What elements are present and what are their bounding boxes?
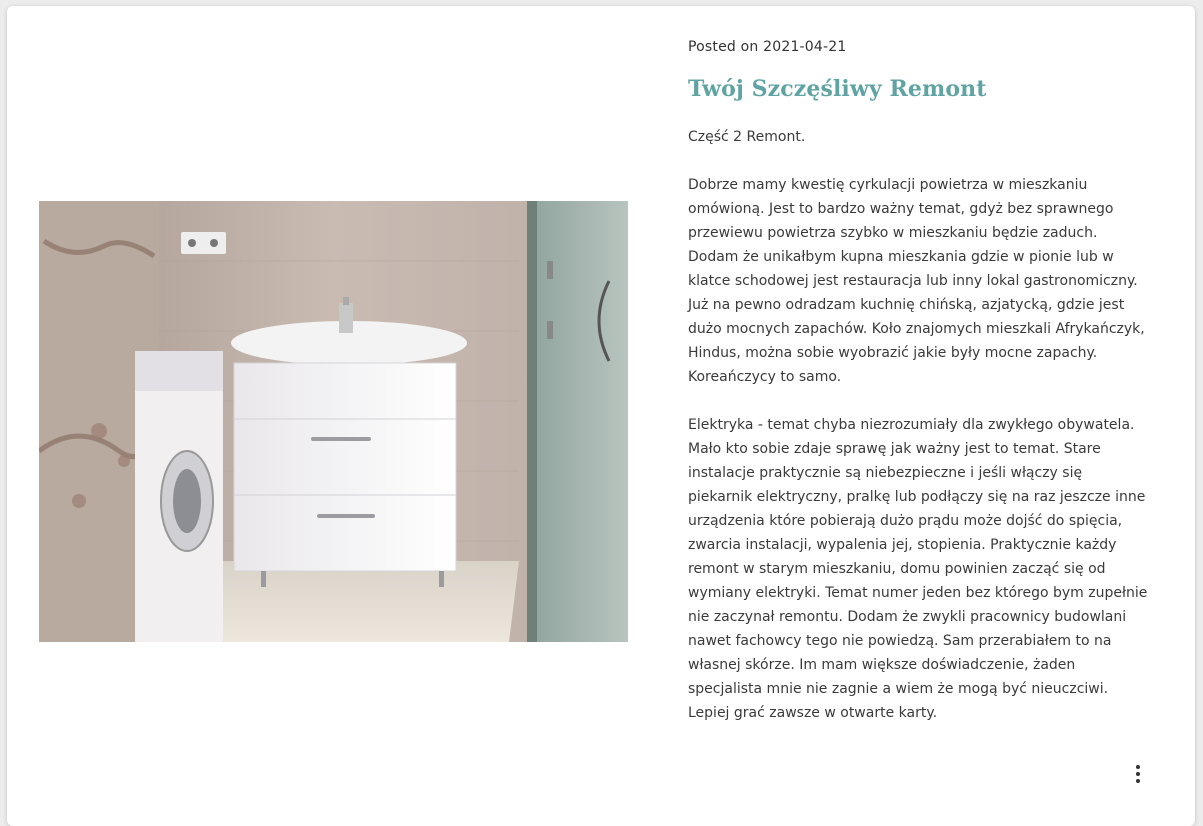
more-options-button[interactable] — [1126, 762, 1150, 786]
post-paragraph: Elektryka - temat chyba niezrozumiały dla zwykłego obywatela. Mało kto sobie zdaje sprawę jak ważny jest to temat. Stare instalacje praktycznie są niebezpieczne i jeśli włączy się piekarnik elektryczny, pralkę lub podłączy się na raz jeszcze inne urządzenia które pobierają dużo prądu może dojść do spięcia, zwarcia instalacji, wypalenia jej, stopienia. Praktycznie każdy remont w starym mieszkaniu, domu powinien zacząć się od wymiany elektryki. Temat numer jeden bez którego bym zupełnie nie zaczynał remontu. Dodam że zwykli pracownicy budowlani nawet fachowcy tego nie powiedzą. Sam przerabiałem to na własnej skórze. Im mam większe doświadczenie, żaden specjalista mnie nie zagnie a wiem że mogą być nieuczciwi. Lepiej grać zawsze w otwarte karty. — [688, 417, 1148, 721]
post-title[interactable]: Twój Szczęśliwy Remont — [688, 76, 987, 102]
post-paragraph: Dobrze mamy kwestię cyrkulacji powietrza w mieszkaniu omówioną. Jest to bardzo ważny temat, gdyż bez sprawnego przewiewu powietrza szybko w mieszkaniu będzie zaduch. Dodam że unikałbym kupna mieszkania gdzie w pionie lub w klatce schodowej jest restauracja lub inny lokal gastronomiczny. Już na pewno odradzam kuchnię chińską, azjatycką, gdzie jest dużo mocnych zapachów. Koło znajomych mieszkali Afrykańczyk, Hindus, można sobie wyobrazić jakie były mocne zapachy. Koreańczycy to samo. — [688, 177, 1145, 385]
post-card — [7, 6, 1195, 826]
post-date: Posted on 2021-04-21 — [688, 39, 847, 55]
more-vertical-icon — [1136, 765, 1140, 769]
post-image-bathroom — [39, 201, 628, 642]
more-vertical-icon — [1136, 772, 1140, 776]
post-body — [688, 125, 1178, 749]
more-vertical-icon — [1136, 779, 1140, 783]
post-paragraph: Część 2 Remont. — [688, 129, 806, 145]
